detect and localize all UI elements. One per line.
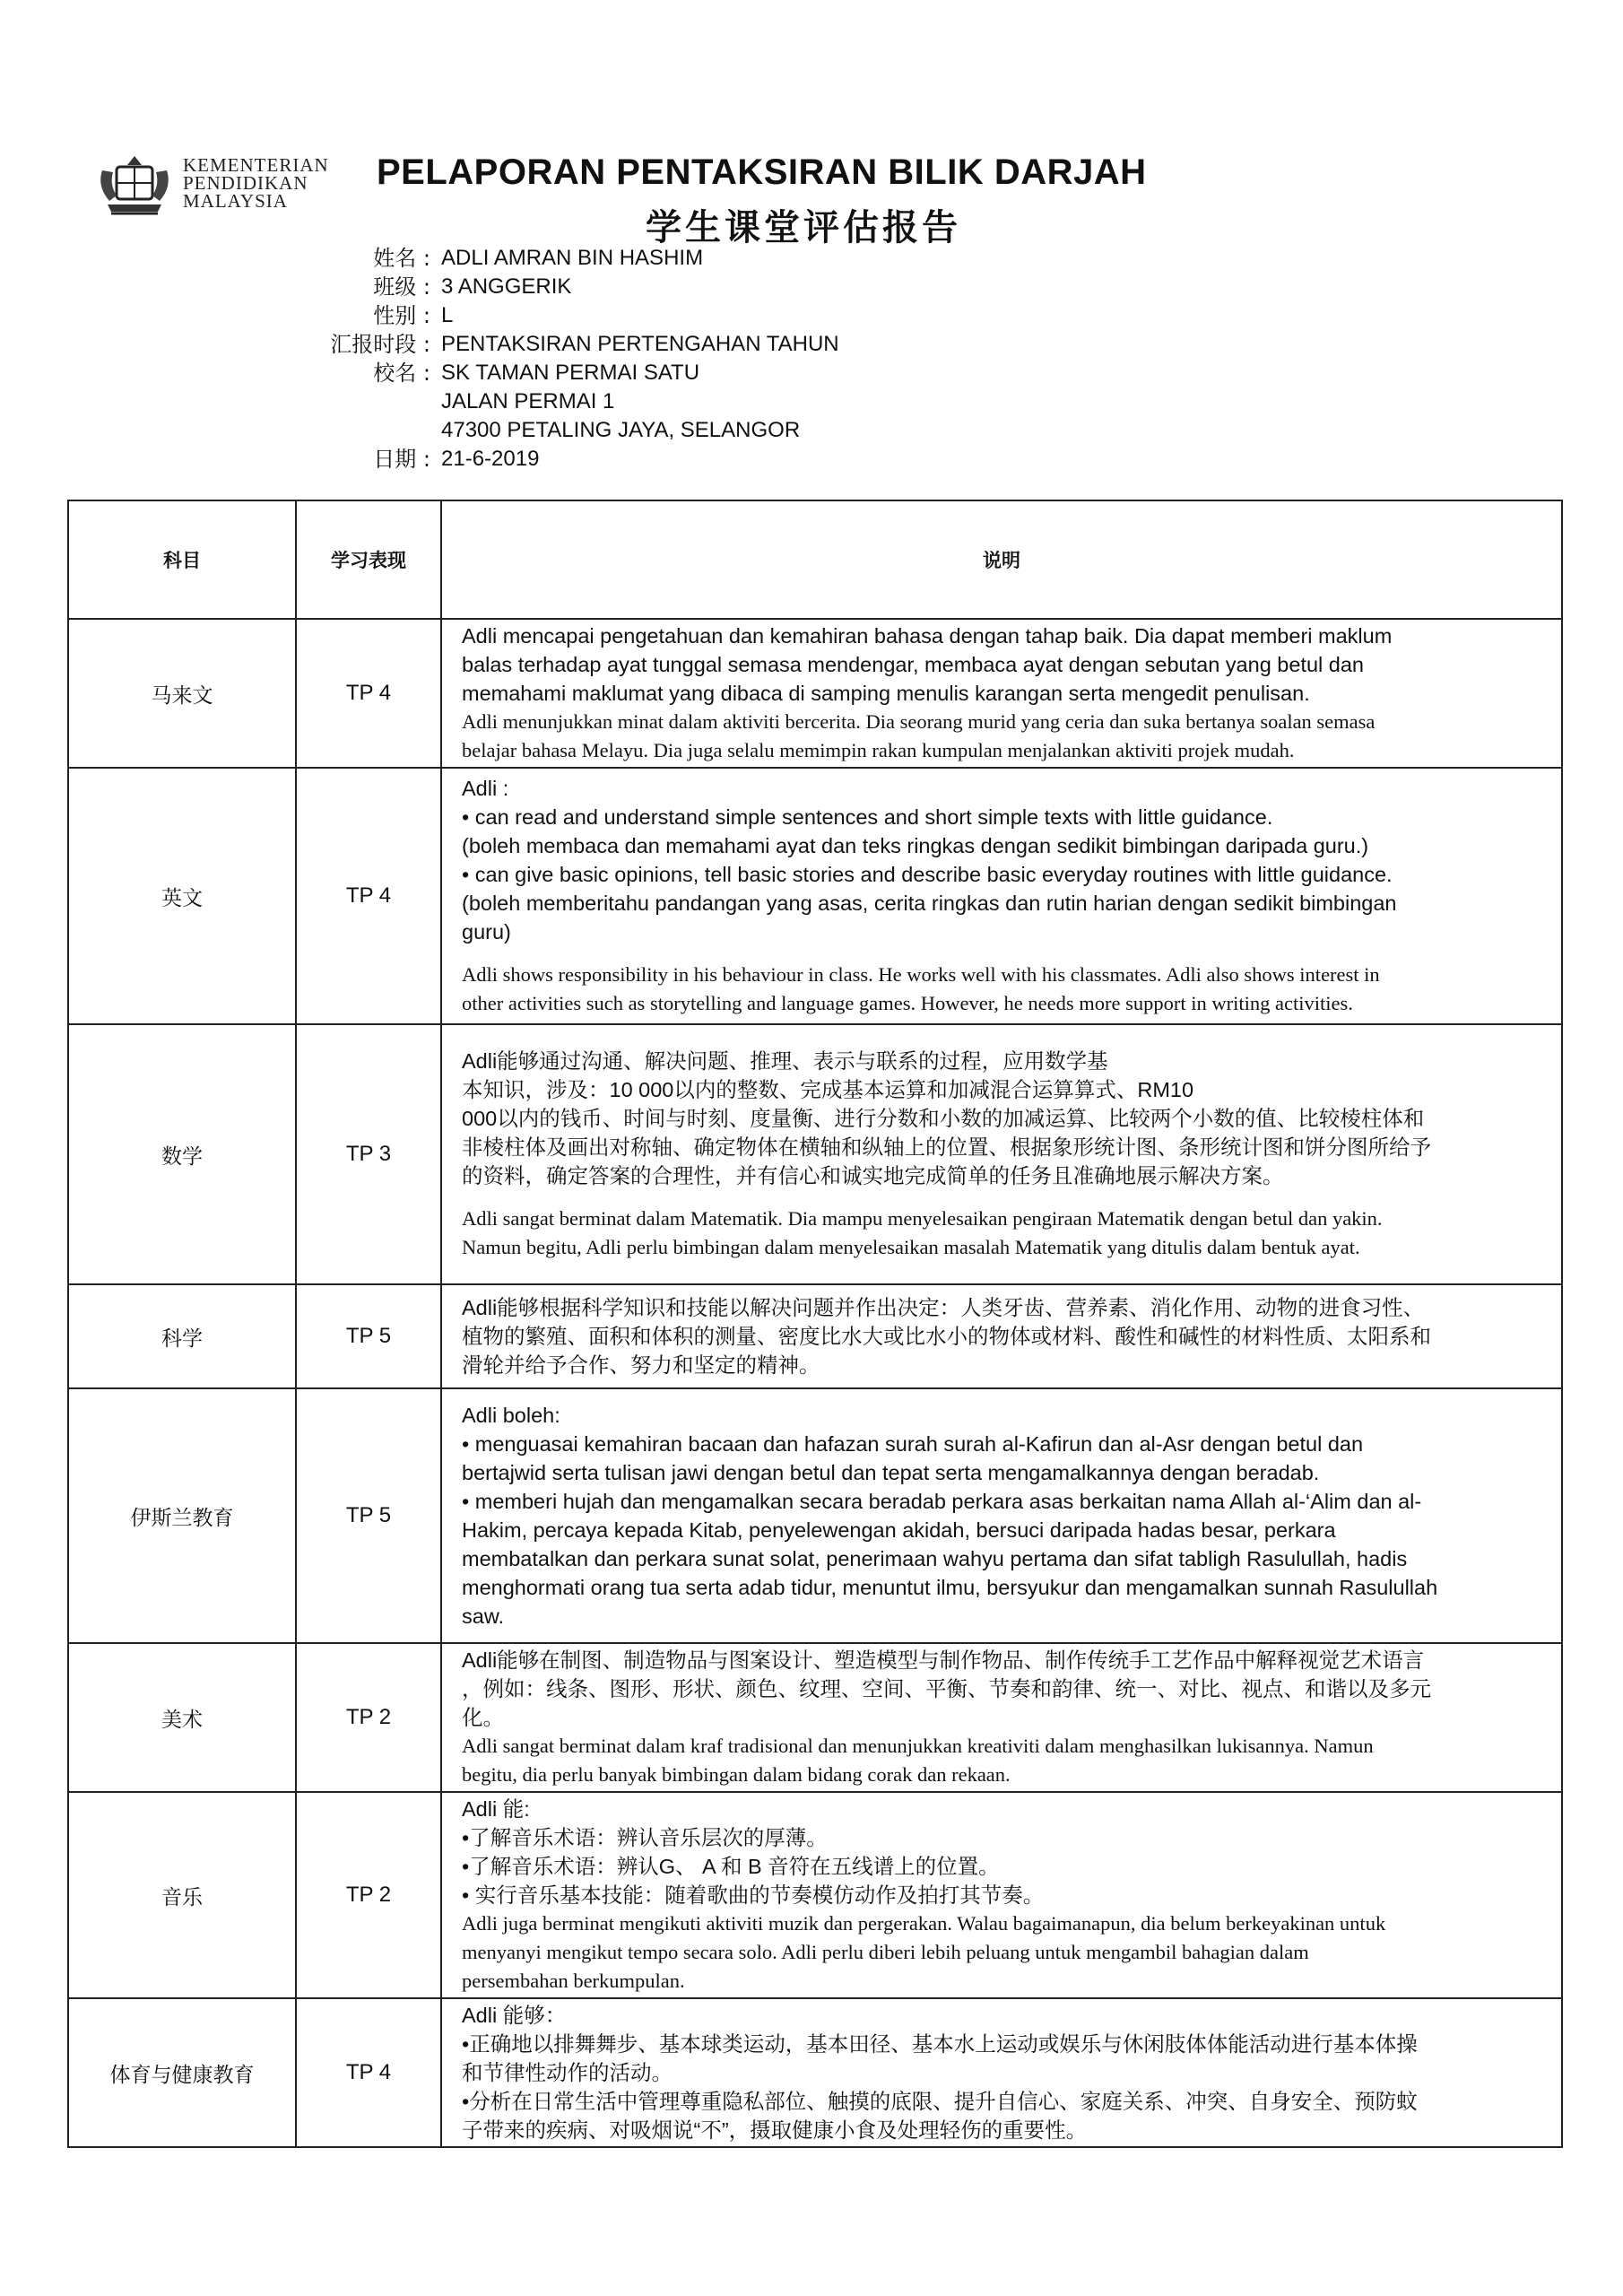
description-line: Adli 能够：	[462, 2004, 567, 2027]
subject-cell: 体育与健康教育	[68, 1998, 296, 2147]
description-line: • menguasai kemahiran bacaan dan hafazan surah surah al-Kafirun dan al-Asr dengan betul dan	[462, 1432, 1364, 1456]
assessment-table	[67, 500, 1563, 2148]
table-row	[68, 1792, 1562, 1998]
description-line: 滑轮并给予合作、努力和坚定的精神。	[462, 1353, 820, 1377]
description-line: (boleh memberitahu pandangan yang asas, cerita ringkas dan rutin harian dengan sedikit bimbingan	[462, 891, 1397, 915]
report-header	[0, 0, 1623, 502]
table-row	[68, 1998, 1562, 2147]
description-cell	[441, 1792, 1562, 1998]
description-cell	[441, 768, 1562, 1024]
school-address-1: JALAN PERMAI 1	[441, 389, 615, 413]
description-line: 本知识，涉及：10 000以内的整数、完成基本运算和加减混合运算算式、RM10	[462, 1078, 1194, 1101]
subject-cell: 马来文	[68, 619, 296, 768]
period-label: 汇报时段 :	[330, 332, 430, 357]
teacher-comment-line: persembahan berkumpulan.	[462, 1970, 685, 1992]
teacher-comment-line: belajar bahasa Melayu. Dia juga selalu memimpin rakan kumpulan menjalankan aktiviti projek mudah.	[462, 739, 1295, 761]
teacher-comment-line: Namun begitu, Adli perlu bimbingan dalam menyelesaikan masalah Matematik yang ditulis dalam bentuk ayat.	[462, 1236, 1360, 1258]
description-cell	[441, 1643, 1562, 1792]
level-cell: TP 2	[296, 1643, 441, 1792]
level-cell: TP 5	[296, 1284, 441, 1388]
description-line: 的资料，确定答案的合理性，并有信心和诚实地完成简单的任务且准确地展示解决方案。	[462, 1164, 1284, 1187]
table-header-row	[68, 500, 1562, 619]
description-line: 非棱柱体及画出对称轴、确定物体在横轴和纵轴上的位置、根据象形统计图、条形统计图和饼分图所给予	[462, 1135, 1431, 1159]
logo-line-3: MALAYSIA	[183, 190, 288, 212]
teacher-comment-line: begitu, dia perlu banyak bimbingan dalam bidang corak dan rekaan.	[462, 1763, 1011, 1786]
description-cell	[441, 1284, 1562, 1388]
description-cell	[441, 1388, 1562, 1643]
description-line: Adli boleh:	[462, 1404, 560, 1427]
description-line: bertajwid serta tulisan jawi dengan betul dan tepat serta mengamalkannya dengan beradab.	[462, 1461, 1320, 1484]
description-line: 植物的繁殖、面积和体积的测量、密度比水大或比水小的物体或材料、酸性和碱性的材料性质、太阳系和	[462, 1325, 1431, 1348]
subject-cell: 英文	[68, 768, 296, 1024]
description-line: 化。	[462, 1706, 504, 1729]
level-cell: TP 4	[296, 619, 441, 768]
student-name: ADLI AMRAN BIN HASHIM	[441, 246, 704, 270]
subject-cell: 伊斯兰教育	[68, 1388, 296, 1643]
description-line: •了解音乐术语：辨认G、 A 和 B 音符在五线谱上的位置。	[462, 1855, 1000, 1878]
school-label: 校名 :	[373, 361, 430, 386]
table-row	[68, 1643, 1562, 1792]
report-title: PELAPORAN PENTAKSIRAN BILIK DARJAH	[377, 152, 1147, 192]
description-line: Adli能够在制图、制造物品与图案设计、塑造模型与制作物品、制作传统手工艺作品中解释视觉艺术语言	[462, 1648, 1425, 1672]
subject-cell: 数学	[68, 1024, 296, 1284]
ministry-name	[183, 156, 329, 210]
description-cell	[441, 1998, 1562, 2147]
level-cell: TP 4	[296, 768, 441, 1024]
level-cell: TP 4	[296, 1998, 441, 2147]
table-row	[68, 1388, 1562, 1643]
description-line: memahami maklumat yang dibaca di samping menulis karangan serta mengedit penulisan.	[462, 682, 1310, 705]
header-subject: 科目	[68, 500, 296, 619]
teacher-comment-line: Adli sangat berminat dalam Matematik. Dia mampu menyelesaikan pengiraan Matematik dengan betul dan yakin.	[462, 1207, 1383, 1230]
description-line: saw.	[462, 1605, 505, 1628]
subject-cell: 音乐	[68, 1792, 296, 1998]
header-description: 说明	[441, 500, 1562, 619]
teacher-comment-line: other activities such as storytelling and language games. However, he needs more support in writing activities.	[462, 992, 1353, 1014]
description-line: 000以内的钱币、时间与时刻、度量衡、进行分数和小数的加减运算、比较两个小数的值、比较棱柱体和	[462, 1107, 1425, 1130]
coat-of-arms-icon	[93, 152, 176, 221]
level-cell: TP 2	[296, 1792, 441, 1998]
report-date: 21-6-2019	[441, 447, 540, 471]
level-cell: TP 5	[296, 1388, 441, 1643]
name-label: 姓名 :	[373, 246, 430, 271]
description-cell	[441, 1024, 1562, 1284]
level-cell: TP 3	[296, 1024, 441, 1284]
class-label: 班级 :	[373, 274, 430, 300]
header-level: 学习表现	[296, 500, 441, 619]
student-gender: L	[441, 303, 454, 327]
description-cell	[441, 619, 1562, 768]
table-row	[68, 619, 1562, 768]
school-name: SK TAMAN PERMAI SATU	[441, 361, 700, 385]
subject-cell: 美术	[68, 1643, 296, 1792]
description-line: • can read and understand simple sentences and short simple texts with little guidance.	[462, 805, 1273, 829]
date-label: 日期 :	[373, 447, 430, 472]
table-row	[68, 1024, 1562, 1284]
report-subtitle: 学生课堂评估报告	[646, 207, 961, 248]
teacher-comment-line: menyanyi mengikut tempo secara solo. Adli perlu diberi lebih peluang untuk mengambil bahagian dalam	[462, 1941, 1309, 1963]
description-line: balas terhadap ayat tunggal semasa mendengar, membaca ayat dengan sebutan yang betul dan	[462, 653, 1364, 676]
description-line: Adli 能:	[462, 1797, 530, 1821]
description-line: Hakim, percaya kepada Kitab, penyelewengan akidah, bersuci daripada hadas besar, perkara	[462, 1518, 1336, 1542]
description-line: ，例如：线条、图形、形状、颜色、纹理、空间、平衡、节奏和韵律、统一、对比、视点、和谐以及多元	[462, 1677, 1431, 1700]
description-line: Adli :	[462, 777, 509, 800]
description-line: • 实行音乐基本技能：随着歌曲的节奏模仿动作及拍打其节奏。	[462, 1883, 1045, 1907]
subject-cell: 科学	[68, 1284, 296, 1388]
description-line: 和节律性动作的活动。	[462, 2061, 673, 2084]
description-line: 子带来的疾病、对吸烟说“不”，摄取健康小食及处理轻伤的重要性。	[462, 2118, 1088, 2142]
logo-line-2: PENDIDIKAN	[183, 172, 308, 194]
teacher-comment-line: Adli shows responsibility in his behaviour in class. He works well with his classmates. Adli also shows interest in	[462, 963, 1380, 986]
school-address-2: 47300 PETALING JAYA, SELANGOR	[441, 418, 801, 442]
description-line: guru)	[462, 920, 511, 944]
student-class: 3 ANGGERIK	[441, 274, 572, 299]
description-line: Adli能够根据科学知识和技能以解决问题并作出决定：人类牙齿、营养素、消化作用、动物的进食习性、	[462, 1296, 1425, 1319]
description-line: (boleh membaca dan memahami ayat dan teks ringkas dengan sedikit bimbingan daripada guru.)	[462, 834, 1369, 857]
table-row	[68, 768, 1562, 1024]
description-line: • can give basic opinions, tell basic stories and describe basic everyday routines with little guidance.	[462, 863, 1393, 886]
logo-line-1: KEMENTERIAN	[183, 154, 329, 176]
gender-label: 性别 :	[373, 303, 430, 328]
description-line: menghormati orang tua serta adab tidur, menuntut ilmu, bersyukur dan mengamalkan sunnah Rasulullah	[462, 1576, 1438, 1599]
description-line: Adli能够通过沟通、解决问题、推理、表示与联系的过程，应用数学基	[462, 1049, 1108, 1073]
description-line: membatalkan dan perkara sunat solat, penerimaan wahyu pertama dan sifat tabligh Rasulullah, hadis	[462, 1547, 1408, 1570]
description-line: • memberi hujah dan mengamalkan secara beradab perkara asas berkaitan nama Allah al-‘Alim dan al-	[462, 1490, 1422, 1513]
ministry-logo	[93, 152, 344, 224]
description-line: •分析在日常生活中管理尊重隐私部位、触摸的底限、提升自信心、家庭关系、冲突、自身安全、预防蚊	[462, 2090, 1418, 2113]
teacher-comment-line: Adli sangat berminat dalam kraf tradisional dan menunjukkan kreativiti dalam menghasilkan lukisannya. Namun	[462, 1735, 1374, 1757]
description-line: Adli mencapai pengetahuan dan kemahiran bahasa dengan tahap baik. Dia dapat memberi maklum	[462, 624, 1393, 648]
description-line: •了解音乐术语：辨认音乐层次的厚薄。	[462, 1826, 828, 1849]
teacher-comment-line: Adli menunjukkan minat dalam aktiviti bercerita. Dia seorang murid yang ceria dan suka bertanya soalan semasa	[462, 710, 1376, 733]
table-row	[68, 1284, 1562, 1388]
student-info	[251, 244, 839, 474]
description-line: •正确地以排舞舞步、基本球类运动，基本田径、基本水上运动或娱乐与休闲肢体体能活动进行基本体操	[462, 2032, 1418, 2056]
teacher-comment-line: Adli juga berminat mengikuti aktiviti muzik dan pergerakan. Walau bagaimanapun, dia belum berkeyakinan untuk	[462, 1912, 1386, 1935]
report-period: PENTAKSIRAN PERTENGAHAN TAHUN	[441, 332, 839, 356]
